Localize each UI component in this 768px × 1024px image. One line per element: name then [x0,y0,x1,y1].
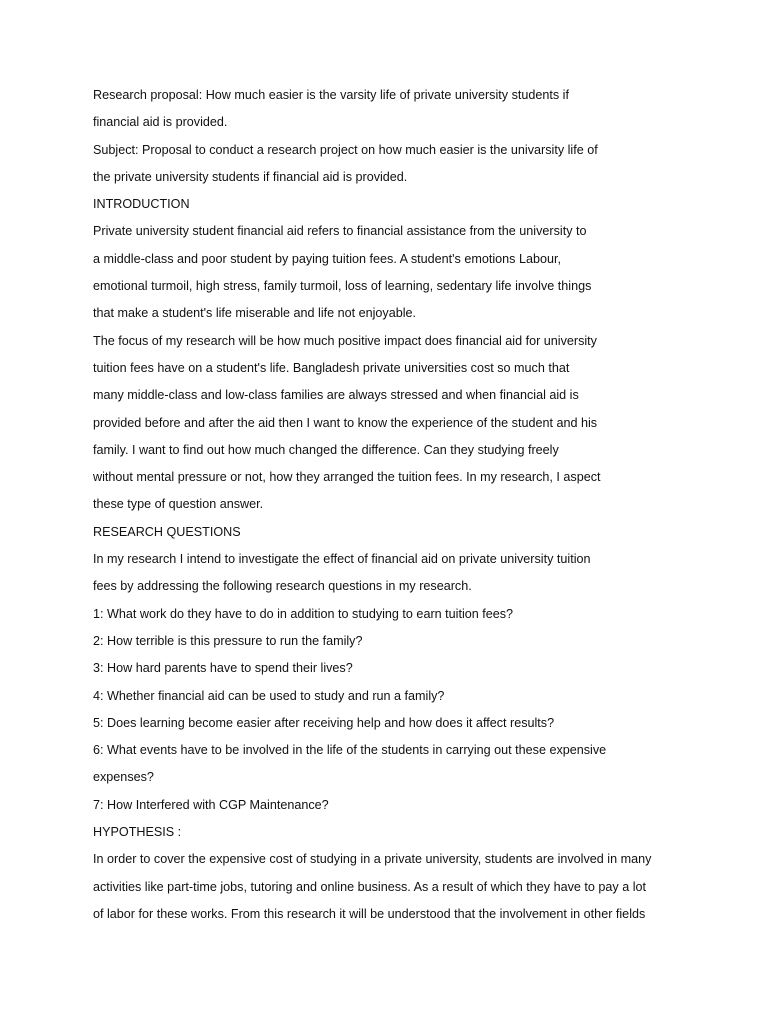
paragraph-line: In order to cover the expensive cost of studying in a private university, students are involved in many [93,852,652,867]
paragraph-line: that make a student's life miserable and life not enjoyable. [93,306,417,321]
question-item: 3: How hard parents have to spend their lives? [93,661,353,676]
paragraph-line: these type of question answer. [93,497,264,512]
document-body [93,84,693,930]
question-item: 2: How terrible is this pressure to run the family? [93,633,363,648]
paragraph-line: The focus of my research will be how much positive impact does financial aid for university [93,333,597,348]
question-item-continued: expenses? [93,770,154,785]
paragraph-line: emotional turmoil, high stress, family turmoil, loss of learning, sedentary life involve things [93,279,592,294]
paragraph-line: activities like part-time jobs, tutoring and online business. As a result of which they have to pay a lot [93,879,647,894]
heading-hypothesis: HYPOTHESIS : [93,825,182,840]
question-item: 5: Does learning become easier after receiving help and how does it affect results? [93,715,555,730]
title-line-continued: financial aid is provided. [93,115,228,130]
paragraph-line: Private university student financial aid refers to financial assistance from the university to [93,224,587,239]
paragraph-line: without mental pressure or not, how they arranged the tuition fees. In my research, I aspect [93,470,601,485]
paragraph-line: fees by addressing the following research questions in my research. [93,579,472,594]
question-item: 7: How Interfered with CGP Maintenance? [93,797,329,812]
paragraph-line: of labor for these works. From this research it will be understood that the involvement in other fields [93,906,646,921]
subject-line-continued: the private university students if financial aid is provided. [93,169,408,184]
paragraph-line: many middle-class and low-class families are always stressed and when financial aid is [93,388,579,403]
heading-introduction: INTRODUCTION [93,197,190,212]
paragraph-line: In my research I intend to investigate the effect of financial aid on private university tuition [93,552,591,567]
paragraph-line: tuition fees have on a student's life. Bangladesh private universities cost so much that [93,360,570,375]
paragraph-line: provided before and after the aid then I want to know the experience of the student and his [93,415,598,430]
subject-line: Subject: Proposal to conduct a research project on how much easier is the univarsity life of [93,142,598,157]
title-line: Research proposal: How much easier is the varsity life of private university students if [93,88,569,102]
question-item: 1: What work do they have to do in addition to studying to earn tuition fees? [93,606,514,621]
paragraph-line: family. I want to find out how much changed the difference. Can they studying freely [93,442,559,457]
heading-research-questions: RESEARCH QUESTIONS [93,524,241,539]
paragraph-line: a middle-class and poor student by paying tuition fees. A student's emotions Labour, [93,251,561,266]
question-item: 6: What events have to be involved in the life of the students in carrying out these expensive [93,743,607,758]
question-item: 4: Whether financial aid can be used to study and run a family? [93,688,445,703]
